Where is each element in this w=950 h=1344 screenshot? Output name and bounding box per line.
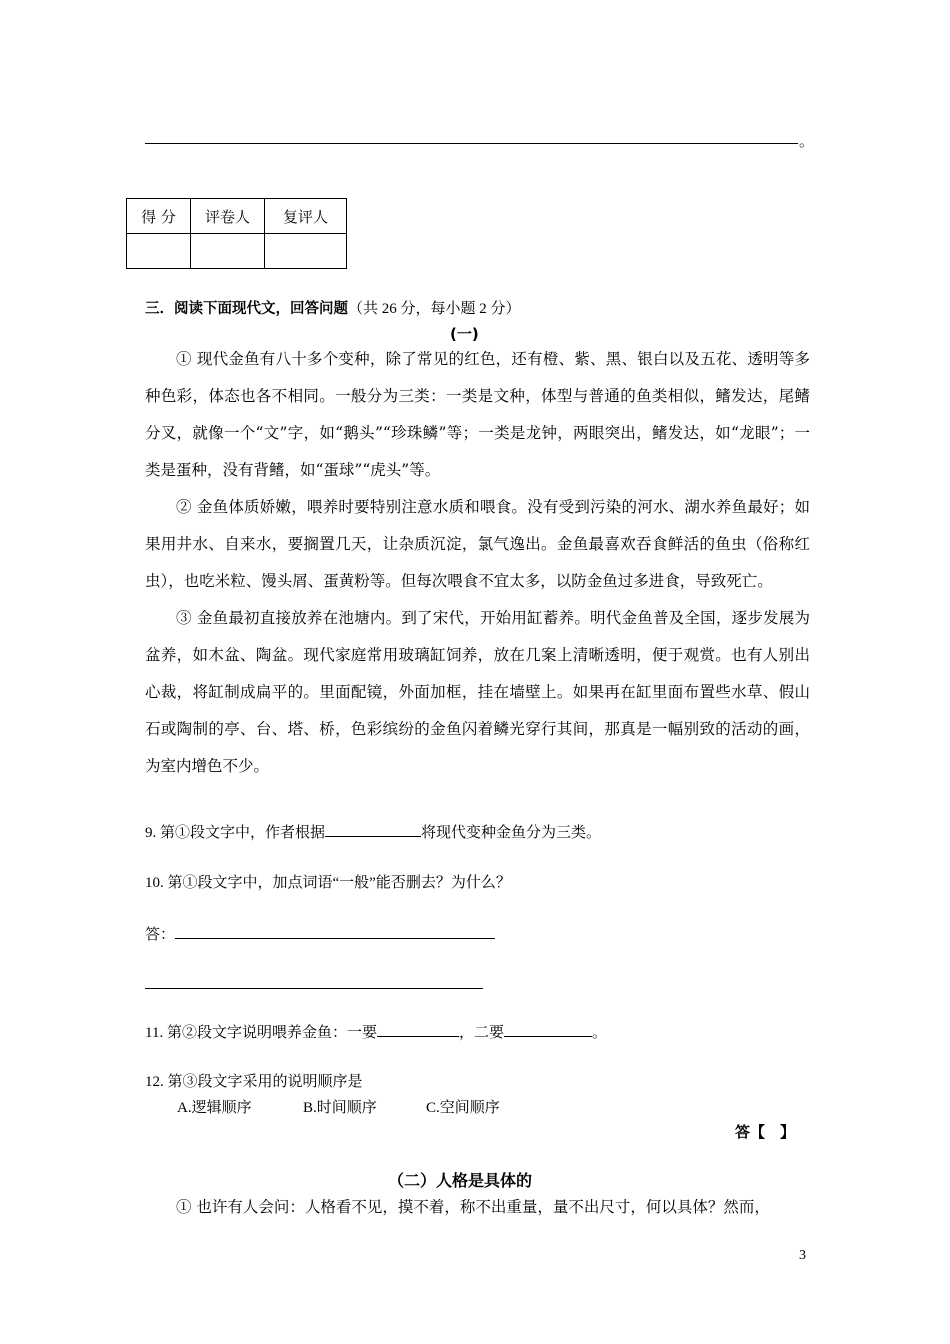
passage-1 — [145, 341, 810, 785]
paragraph-2: ② 金鱼体质娇嫩，喂养时要特别注意水质和喂食。没有受到污染的河水、湖水养鱼最好；如果用井水、自来水，要搁置几天，让杂质沉淀，氯气逸出。金鱼最喜欢吞食鲜活的鱼虫（俗称红虫），也吃米粒、馒头屑、蛋黄粉等。但每次喂食不宜太多，以防金鱼过多进食，导致死亡。 — [145, 498, 810, 590]
q9-text-b: 将现代变种金鱼分为三类。 — [421, 825, 602, 841]
section-title-note: （共 26 分，每小题 2 分） — [348, 301, 521, 317]
answer-line-top — [145, 143, 798, 144]
q10-answer-line-2[interactable] — [145, 988, 483, 989]
q12-option-b[interactable]: B.时间顺序 — [303, 1100, 377, 1116]
question-10-answer — [145, 922, 495, 944]
paragraph-3: ③ 金鱼最初直接放养在池塘内。到了宋代，开始用缸蓄养。明代金鱼普及全国，逐步发展为盆养，如木盆、陶盆。现代家庭常用玻璃缸饲养，放在几案上清晰透明，便于观赏。也有人别出心裁，将缸制成扁平的。里面配镜，外面加框，挂在墙壁上。如果再在缸里面布置些水草、假山石或陶制的亭、台、塔、桥，色彩缤纷的金鱼闪着鳞光穿行其间，那真是一幅别致的活动的画，为室内增色不少。 — [145, 609, 810, 775]
answer-label: 答： — [145, 927, 176, 943]
page-number: 3 — [799, 1248, 806, 1263]
reviewer-cell[interactable] — [265, 234, 347, 269]
paragraph-1: ① 现代金鱼有八十多个变种，除了常见的红色，还有橙、紫、黑、银白以及五花、透明等多种色彩，体态也各不相同。一般分为三类：一类是文种，体型与普通的鱼类相似，鳍发达，尾鳍分叉，就像一个“文”字，如“鹅头”“珍珠鳞”等；一类是龙钟，两眼突出，鳍发达，如“龙眼”；一类是蛋种，没有背鳍，如“蛋球”“虎头”等。 — [145, 350, 810, 479]
section-title — [145, 297, 521, 318]
score-cell[interactable] — [127, 234, 191, 269]
part2-title: （二）人格是具体的 — [388, 1171, 533, 1190]
q12-option-a[interactable]: A.逻辑顺序 — [177, 1100, 252, 1116]
answer-line-period: 。 — [799, 132, 815, 150]
part1-title: (一) — [450, 325, 479, 343]
q11-text-b: ，二要 — [458, 1025, 504, 1041]
score-header: 得 分 — [127, 199, 191, 234]
grader-header: 评卷人 — [191, 199, 265, 234]
q11-blank-2[interactable] — [504, 1020, 592, 1037]
grader-cell[interactable] — [191, 234, 265, 269]
section-title-bold: 三．阅读下面现代文，回答问题 — [145, 301, 348, 317]
reviewer-header: 复评人 — [265, 199, 347, 234]
q11-blank-1[interactable] — [377, 1020, 459, 1037]
q12-option-c[interactable]: C.空间顺序 — [426, 1100, 500, 1116]
question-11 — [145, 1020, 607, 1042]
answer-bracket[interactable]: 答【 】 — [735, 1125, 796, 1141]
question-12: 12. 第③段文字采用的说明顺序是 — [145, 1074, 363, 1090]
q9-blank[interactable] — [325, 820, 421, 837]
question-10: 10. 第①段文字中，加点词语“一般”能否删去？为什么？ — [145, 875, 511, 891]
part2-first-line: ① 也许有人会问：人格看不见，摸不着，称不出重量，量不出尺寸，何以具体？然而， — [176, 1198, 770, 1216]
q10-answer-line-1[interactable] — [175, 922, 495, 939]
q11-text-a: 11. 第②段文字说明喂养金鱼：一要 — [145, 1025, 377, 1041]
question-9 — [145, 820, 601, 842]
q11-text-c: 。 — [591, 1025, 607, 1041]
q9-text-a: 9. 第①段文字中，作者根据 — [145, 825, 326, 841]
score-table — [126, 198, 347, 269]
